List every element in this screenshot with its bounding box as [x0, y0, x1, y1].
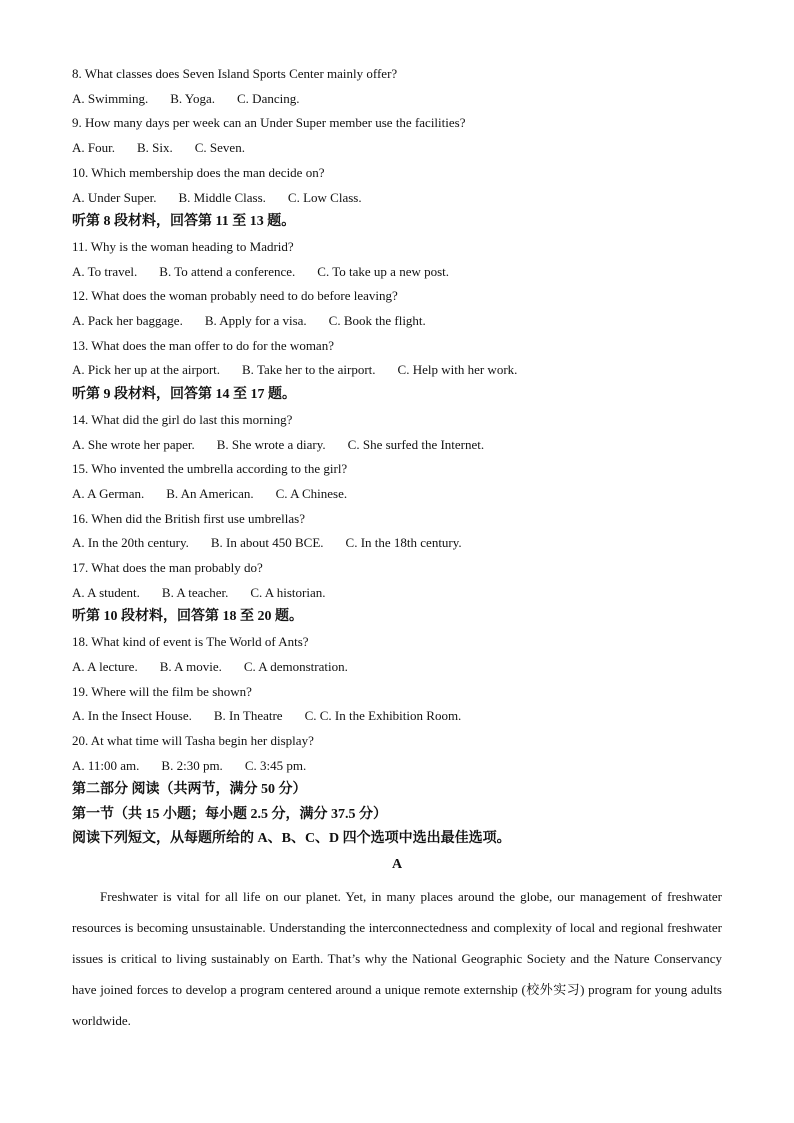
option-b: B. Six.	[136, 140, 173, 156]
option-a: A. To travel.	[72, 263, 138, 279]
passage-label: A	[391, 857, 403, 873]
option-a: A. A student.	[72, 584, 140, 600]
option-a: A. Under Super.	[72, 189, 157, 205]
option-b: B. In about 450 BCE.	[210, 535, 324, 551]
answer-options	[72, 358, 722, 383]
answer-options	[72, 531, 722, 556]
question-text: 9. How many days per week can an Under Super member use the facilities?	[72, 115, 466, 131]
option-c: C. Seven.	[194, 140, 245, 156]
answer-options	[72, 309, 722, 334]
section-one-heading: 第一节（共 15 小题；每小题 2.5 分，满分 37.5 分）	[72, 806, 387, 822]
listening-section	[72, 62, 722, 778]
option-a: A. In the Insect House.	[72, 708, 192, 724]
option-b: B. Take her to the airport.	[242, 362, 376, 378]
option-c: C. Dancing.	[237, 90, 300, 106]
option-c: C. Book the flight.	[328, 313, 426, 329]
answer-options	[72, 482, 722, 507]
option-b: B. In Theatre	[213, 708, 283, 724]
answer-options	[72, 704, 722, 729]
question-text: 14. What did the girl do last this morning?	[72, 411, 293, 427]
option-a: A. Swimming.	[72, 90, 149, 106]
answer-options	[72, 433, 722, 458]
question-text: 19. Where will the film be shown?	[72, 683, 252, 699]
question-text: 8. What classes does Seven Island Sports Center mainly offer?	[72, 66, 398, 81]
question-text: 20. At what time will Tasha begin her display?	[72, 732, 314, 748]
option-a: A. Four.	[72, 140, 115, 156]
option-c: C. Low Class.	[287, 189, 362, 205]
option-c: C. A historian.	[250, 584, 326, 600]
option-a: A. She wrote her paper.	[72, 436, 195, 452]
option-a: A. In the 20th century.	[72, 535, 189, 551]
question-text: 17. What does the man probably do?	[72, 560, 263, 576]
answer-options	[72, 260, 722, 285]
option-b: B. 2:30 pm.	[161, 757, 223, 773]
option-c: C. Help with her work.	[397, 362, 518, 378]
option-c: C. C. In the Exhibition Room.	[304, 708, 462, 724]
section-heading: 听第 9 段材料，回答第 14 至 17 题。	[72, 387, 296, 403]
reading-instruction: 阅读下列短文，从每题所给的 A、B、C、D 四个选项中选出最佳选项。	[72, 830, 511, 846]
answer-options	[72, 655, 722, 680]
option-b: B. Yoga.	[170, 90, 216, 106]
question-text: 16. When did the British first use umbrellas?	[72, 510, 305, 526]
option-a: A. 11:00 am.	[72, 757, 140, 773]
option-c: C. 3:45 pm.	[244, 757, 307, 773]
option-b: B. To attend a conference.	[159, 263, 296, 279]
option-b: B. A movie.	[159, 658, 222, 674]
exam-page	[72, 62, 722, 1036]
part-two-heading: 第二部分 阅读（共两节，满分 50 分）	[72, 782, 307, 798]
option-b: B. An American.	[166, 485, 254, 501]
answer-options	[72, 581, 722, 606]
option-b: B. Apply for a visa.	[204, 313, 307, 329]
question-text: 13. What does the man offer to do for the woman?	[72, 337, 334, 353]
answer-options	[72, 136, 722, 161]
section-heading: 听第 10 段材料，回答第 18 至 20 题。	[72, 609, 303, 625]
answer-options	[72, 87, 722, 112]
option-a: A. Pick her up at the airport.	[72, 362, 221, 378]
question-text: 11. Why is the woman heading to Madrid?	[72, 238, 294, 254]
option-c: C. To take up a new post.	[317, 263, 450, 279]
option-b: B. A teacher.	[161, 584, 229, 600]
question-text: 15. Who invented the umbrella according to the girl?	[72, 461, 348, 477]
question-text: 12. What does the woman probably need to do before leaving?	[72, 288, 398, 304]
option-a: A. A German.	[72, 485, 145, 501]
option-b: B. She wrote a diary.	[216, 436, 326, 452]
question-text: 18. What kind of event is The World of Ants?	[72, 634, 309, 650]
section-heading: 听第 8 段材料，回答第 11 至 13 题。	[72, 214, 296, 230]
question-text: 10. Which membership does the man decide on?	[72, 164, 325, 180]
passage-text: Freshwater is vital for all life on our planet. Yet, in many places around the globe, our management of freshwater resources is becoming unsustainable. Understanding the interconnectedness and complexity of local and regional freshwater issues is critical to living sustainably on Earth. That’s why the National Geographic Society and the Nature Conservancy have joined forces to develop a program centered around a unique remote externship (校外实习) program for young adults worldwide.	[72, 889, 722, 1029]
option-a: A. Pack her baggage.	[72, 313, 183, 329]
option-c: C. A demonstration.	[243, 658, 348, 674]
answer-options	[72, 754, 722, 779]
option-c: C. She surfed the Internet.	[347, 436, 485, 452]
answer-options	[72, 186, 722, 211]
option-b: B. Middle Class.	[178, 189, 266, 205]
option-c: C. In the 18th century.	[345, 535, 462, 551]
option-c: C. A Chinese.	[275, 485, 348, 501]
option-a: A. A lecture.	[72, 658, 138, 674]
